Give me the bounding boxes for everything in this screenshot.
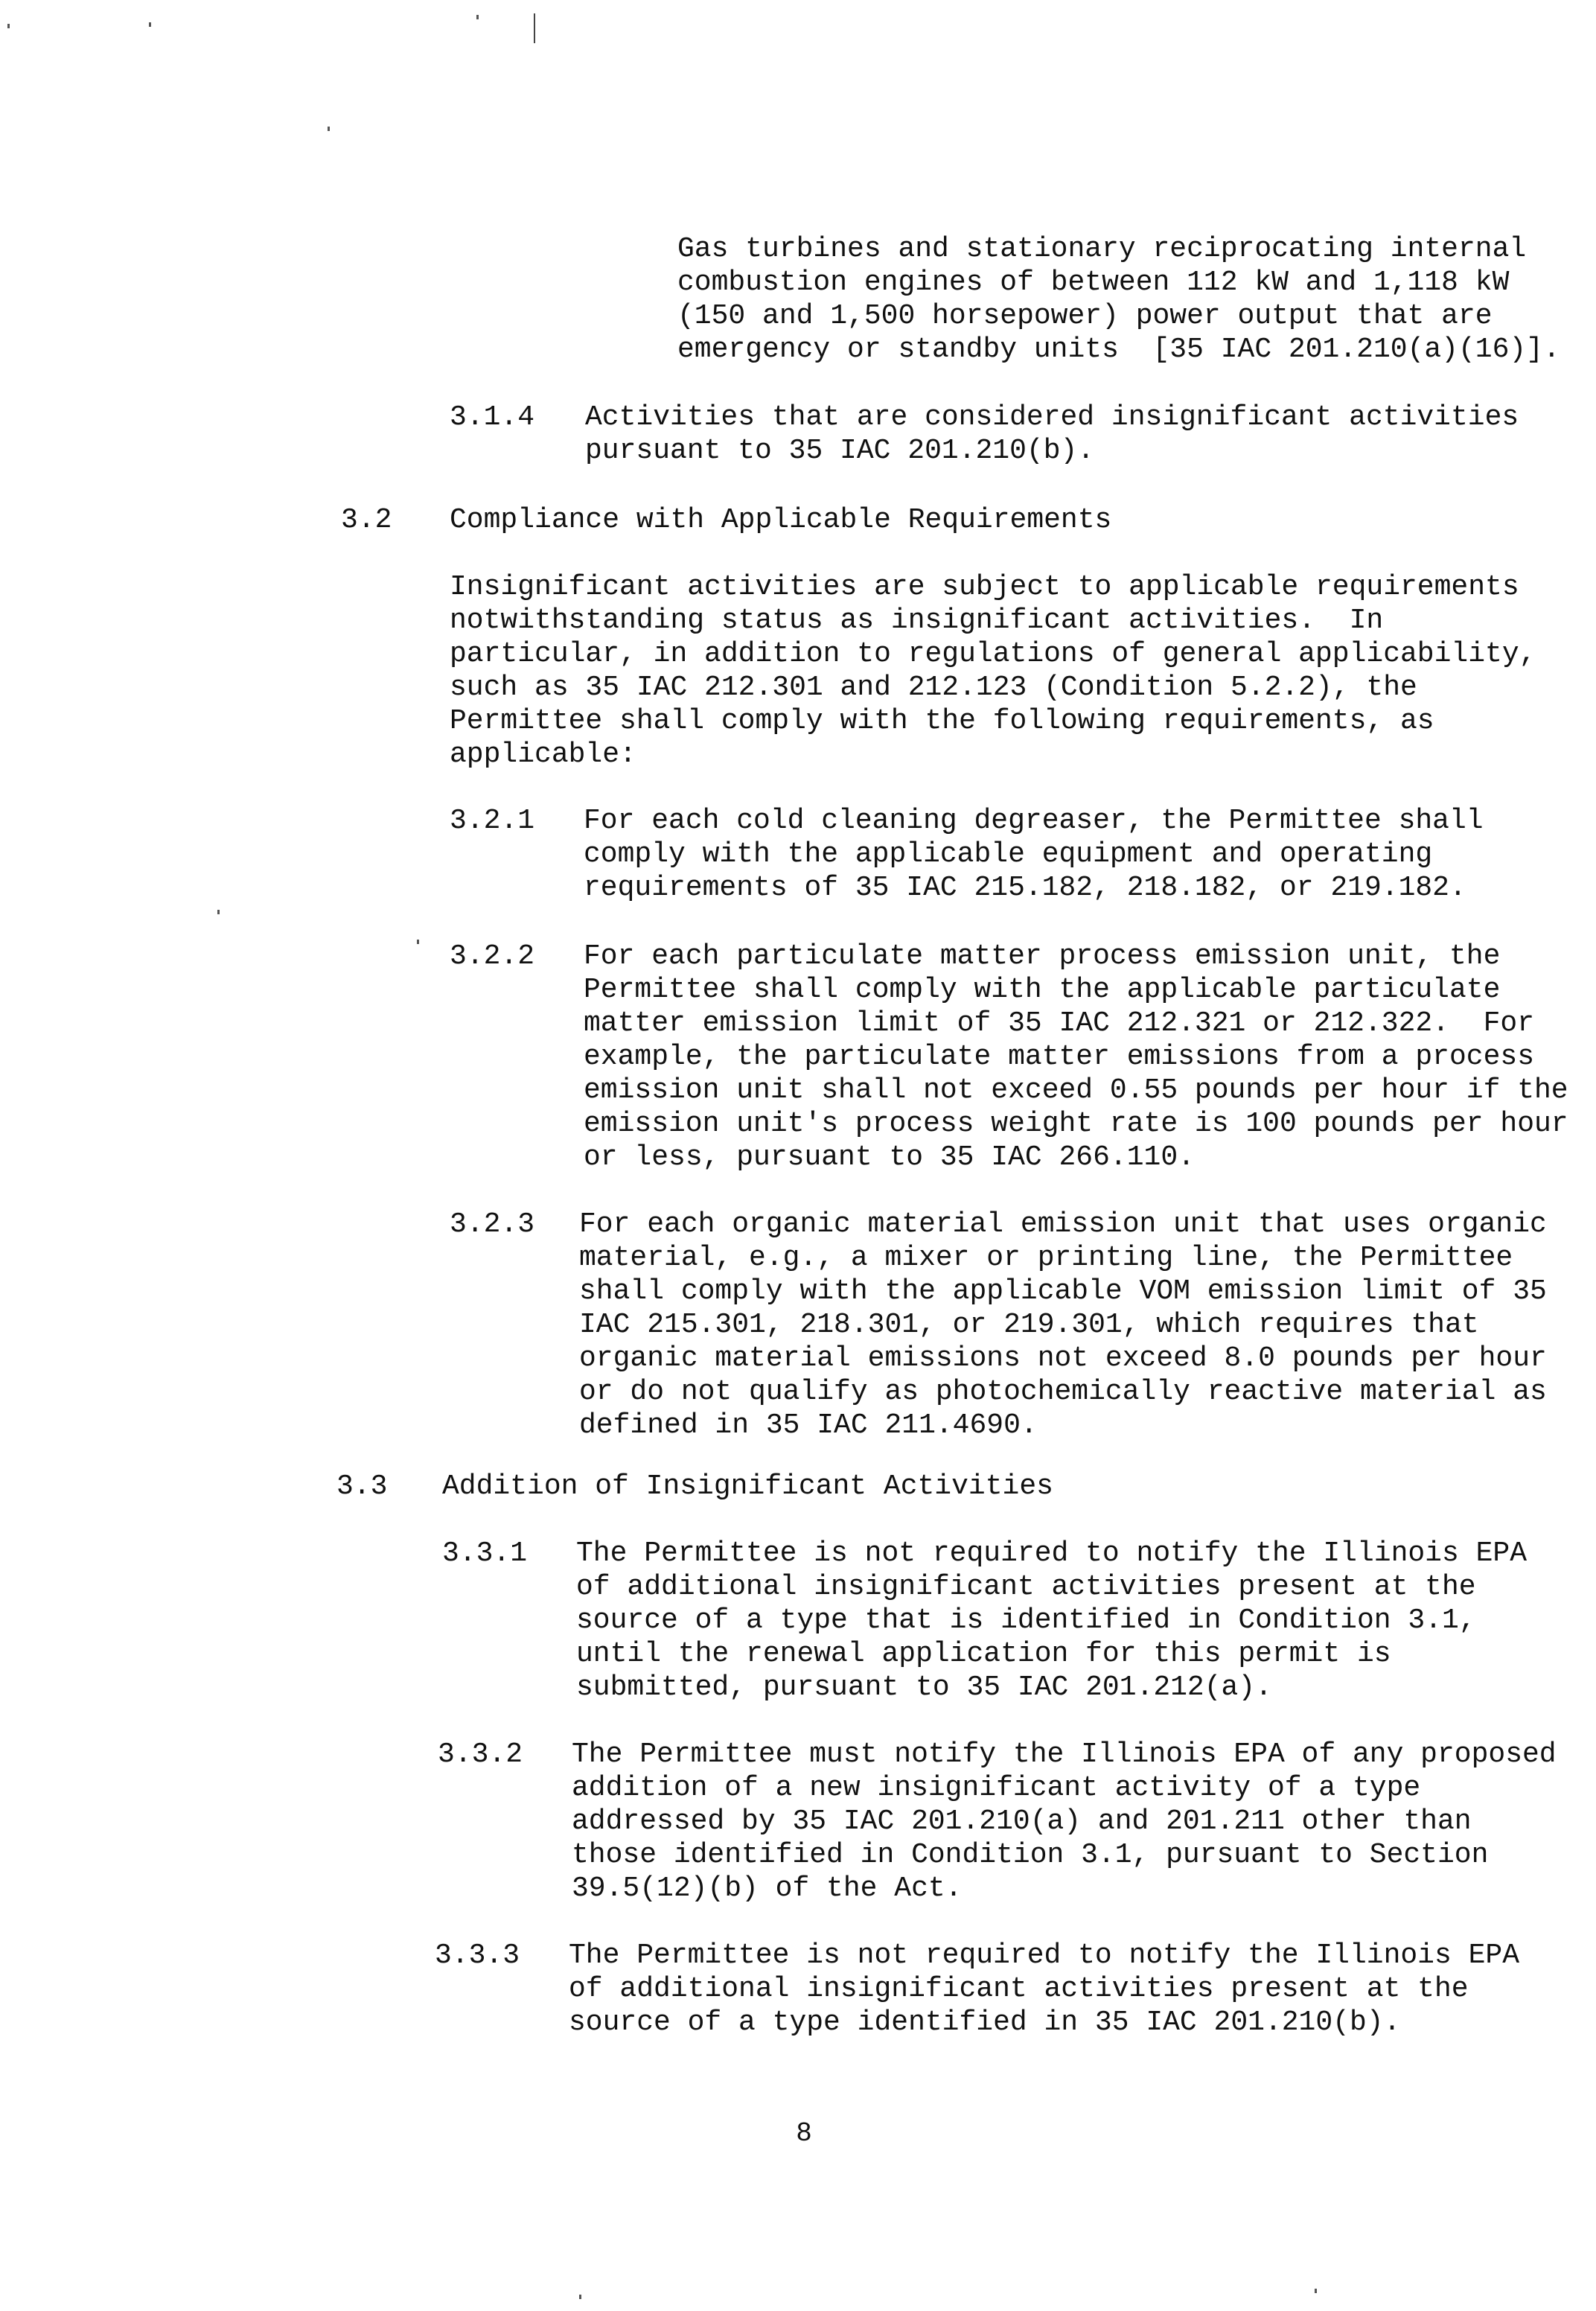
scan-speck bbox=[579, 2295, 581, 2299]
section-number: 3.2.3 bbox=[450, 1208, 535, 1240]
intro-paragraph: Gas turbines and stationary reciprocating internal combustion engines of between 112 kW and 1,118 kW (150 and 1,500 horsepower) power output that are emergency or standby units [35 IAC 201.210(a)(16)]. bbox=[677, 233, 1560, 366]
section-number: 3.1.4 bbox=[450, 401, 535, 433]
scan-speck bbox=[476, 15, 479, 19]
page-number: 8 bbox=[796, 2118, 812, 2149]
section-text: The Permittee is not required to notify the Illinois EPA of additional insignificant activities present at the source of a type that is identified in Condition 3.1, until the renewal application for this permit is submitted, pursuant to 35 IAC 201.212(a). bbox=[576, 1537, 1528, 1703]
section-text: Activities that are considered insignificant activities pursuant to 35 IAC 201.210(b). bbox=[585, 401, 1519, 467]
scan-mark bbox=[534, 13, 535, 43]
section-number: 3.2 bbox=[341, 504, 392, 536]
section-text: The Permittee is not required to notify the Illinois EPA of additional insignificant activities present at the source of a type identified in 35 IAC 201.210(b). bbox=[569, 1939, 1520, 2039]
section-text: For each organic material emission unit that uses organic material, e.g., a mixer or printing line, the Permittee shall comply with the applicable VOM emission limit of 35 IAC 215.301, 218.301, or 219.301, which requires that organic material emissions not exceed 8.0 pounds per hour or do not qualify as photochemically reactive material as defined in 35 IAC 211.4690. bbox=[579, 1208, 1547, 1441]
section-number: 3.2.2 bbox=[450, 940, 535, 972]
scan-speck bbox=[217, 910, 220, 914]
scan-speck bbox=[328, 127, 330, 131]
section-text: The Permittee must notify the Illinois EPA of any proposed addition of a new insignificant activity of a type addressed by 35 IAC 201.210(a) and 201.211 other than those identified in Condition 3.1, pursuant to Section 39.5(12)(b) of the Act. bbox=[572, 1738, 1557, 1904]
scan-speck bbox=[1315, 2289, 1317, 2293]
scan-speck bbox=[417, 940, 419, 944]
section-number: 3.3.2 bbox=[438, 1738, 523, 1770]
section-number: 3.3.1 bbox=[442, 1537, 528, 1569]
section-heading: Compliance with Applicable Requirements bbox=[450, 504, 1112, 536]
section-number: 3.3.3 bbox=[435, 1939, 520, 1971]
scan-speck bbox=[7, 24, 10, 28]
scan-speck bbox=[149, 22, 151, 27]
section-number: 3.2.1 bbox=[450, 805, 535, 837]
section-text: For each cold cleaning degreaser, the Permittee shall comply with the applicable equipment and operating requirements of 35 IAC 215.182, 218.182, or 219.182. bbox=[584, 805, 1484, 904]
section-number: 3.3 bbox=[336, 1470, 388, 1502]
section-heading: Addition of Insignificant Activities bbox=[442, 1470, 1053, 1502]
section-body: Insignificant activities are subject to applicable requirements notwithstanding status as insignificant activities. In particular, in addition to regulations of general applicability, such as 35 IAC 212.301 and 212.123 (Condition 5.2.2), the Permittee shall comply with the following requirements, as applicable: bbox=[450, 571, 1536, 771]
section-text: For each particulate matter process emission unit, the Permittee shall comply with the applicable particulate matter emission limit of 35 IAC 212.321 or 212.322. For example, the particulate matter emissions from a process emission unit shall not exceed 0.55 pounds per hour if the emission unit's process weight rate is 100 pounds per hour or less, pursuant to 35 IAC 266.110. bbox=[584, 940, 1568, 1173]
